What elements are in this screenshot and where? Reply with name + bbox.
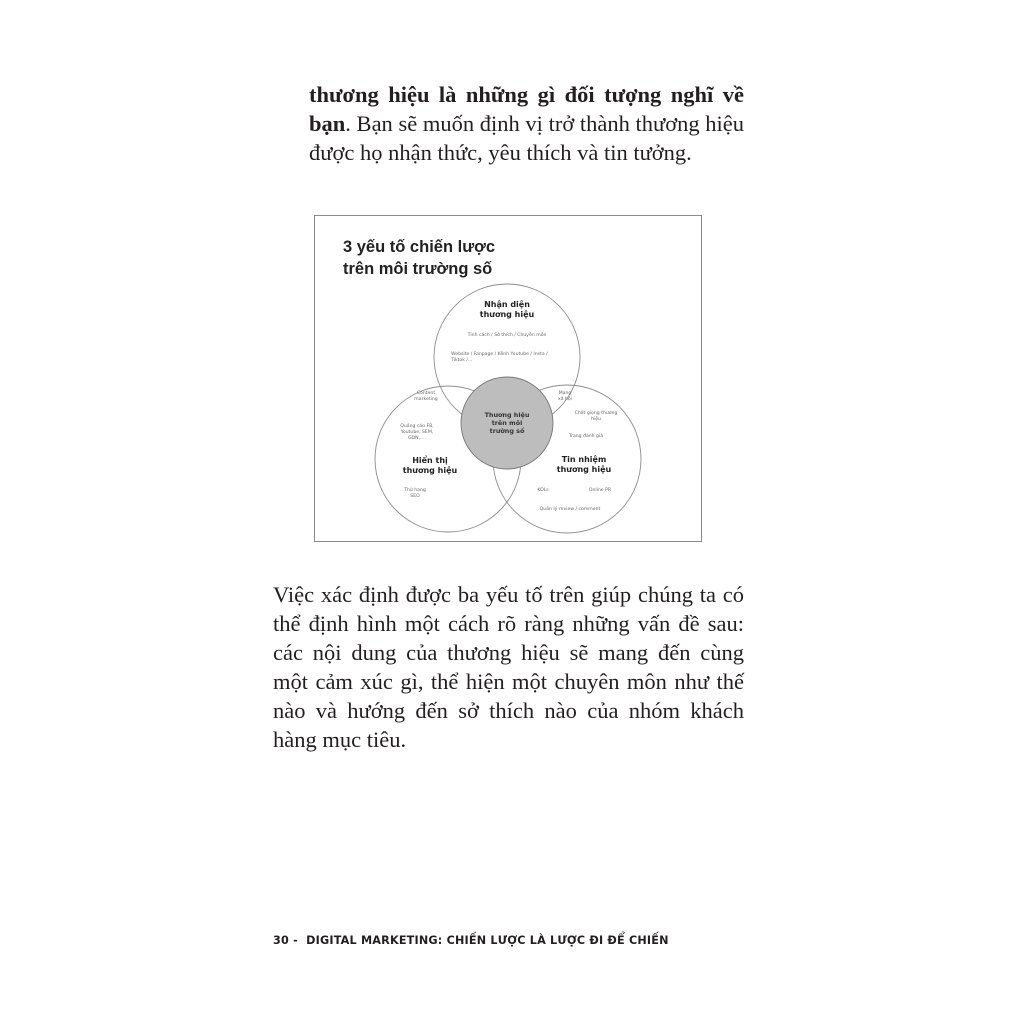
page-number: 30 — [273, 934, 289, 947]
label-center-line2: trên môi — [491, 419, 523, 427]
figure-title-line1: 3 yếu tố chiến lược — [343, 238, 496, 256]
label-social-network-line2: xã hội — [558, 397, 572, 402]
label-brand-trust-line1: Tin nhiệm — [561, 455, 607, 464]
label-seo-ranking-line2: SEO — [410, 494, 420, 499]
label-channels-line2: Tiktok /... — [451, 358, 473, 363]
intro-text: . Bạn sẽ muốn định vị trở thành thương hiệu được họ nhận thức, yêu thích và tin tưởng. — [309, 111, 744, 165]
label-ads — [397, 424, 437, 442]
page-footer — [273, 934, 669, 947]
label-brand-identity-line1: Nhận diện — [484, 300, 530, 309]
label-review-pages: Trang đánh giá — [568, 434, 604, 439]
intro-bold-text: thương hiệu là những gì đối tượng nghĩ về bạn — [309, 82, 744, 136]
figure-title-line2: trên môi trường số — [343, 260, 493, 278]
label-brand-visibility-line1: Hiển thị — [412, 456, 448, 465]
label-social-network — [550, 391, 580, 403]
label-social-network-line1: Mạng — [558, 391, 572, 396]
label-brand-voice — [571, 411, 621, 423]
body-paragraph: Việc xác định được ba yếu tố trên giúp chúng ta có thể định hình một cách rõ ràng những vấn đề sau: các nội dung của thương hiệu sẽ mang đến cùng một cảm xúc gì, thể hiện một chuyên môn như thế nào và hướng đến sở thích nào của nhóm khách hàng mục tiêu. — [273, 582, 744, 752]
label-center-line3: trường số — [489, 427, 525, 435]
label-kols: KOLs — [537, 488, 549, 493]
label-content-marketing — [411, 391, 441, 403]
label-ads-line3: GDN,.... — [408, 436, 426, 441]
label-ads-line1: Quảng cáo FB, — [400, 424, 434, 429]
label-online-pr: Online PR — [588, 488, 612, 493]
label-center-line1: Thương hiệu — [484, 411, 530, 419]
label-seo-ranking — [400, 488, 430, 500]
footer-separator: - — [288, 934, 307, 947]
label-brand-voice-line2: hiệu — [591, 417, 601, 422]
label-content-marketing-line1: Content — [416, 391, 436, 396]
label-brand-identity — [467, 300, 547, 320]
label-channels — [451, 352, 548, 364]
label-content-marketing-line2: marketing — [414, 397, 438, 402]
label-brand-trust — [544, 455, 624, 475]
label-review-management: Quản lý review / comment — [539, 507, 601, 512]
label-seo-ranking-line1: Thứ hạng — [404, 488, 426, 493]
book-title: DIGITAL MARKETING: CHIẾN LƯỢC LÀ LƯỢC ĐI ĐỂ CHIẾN — [306, 934, 669, 947]
label-personality-interest-expertise: Tính cách / Sở thích / Chuyên môn — [467, 333, 547, 338]
label-channels-line1: Website / Fanpage / Kênh Youtube / Insta / — [451, 352, 548, 357]
label-brand-visibility — [390, 456, 470, 476]
label-brand-identity-line2: thương hiệu — [479, 310, 535, 319]
label-brand-trust-line2: thương hiệu — [556, 465, 612, 474]
intro-paragraph — [309, 80, 744, 167]
label-brand-voice-line1: Chất giọng thương — [574, 411, 618, 416]
venn-diagram-figure — [314, 215, 702, 542]
figure-title — [343, 236, 495, 280]
label-brand-visibility-line2: thương hiệu — [402, 466, 458, 475]
label-center-digital-brand — [472, 411, 542, 435]
label-ads-line2: Youtube, SEM, — [400, 430, 434, 435]
